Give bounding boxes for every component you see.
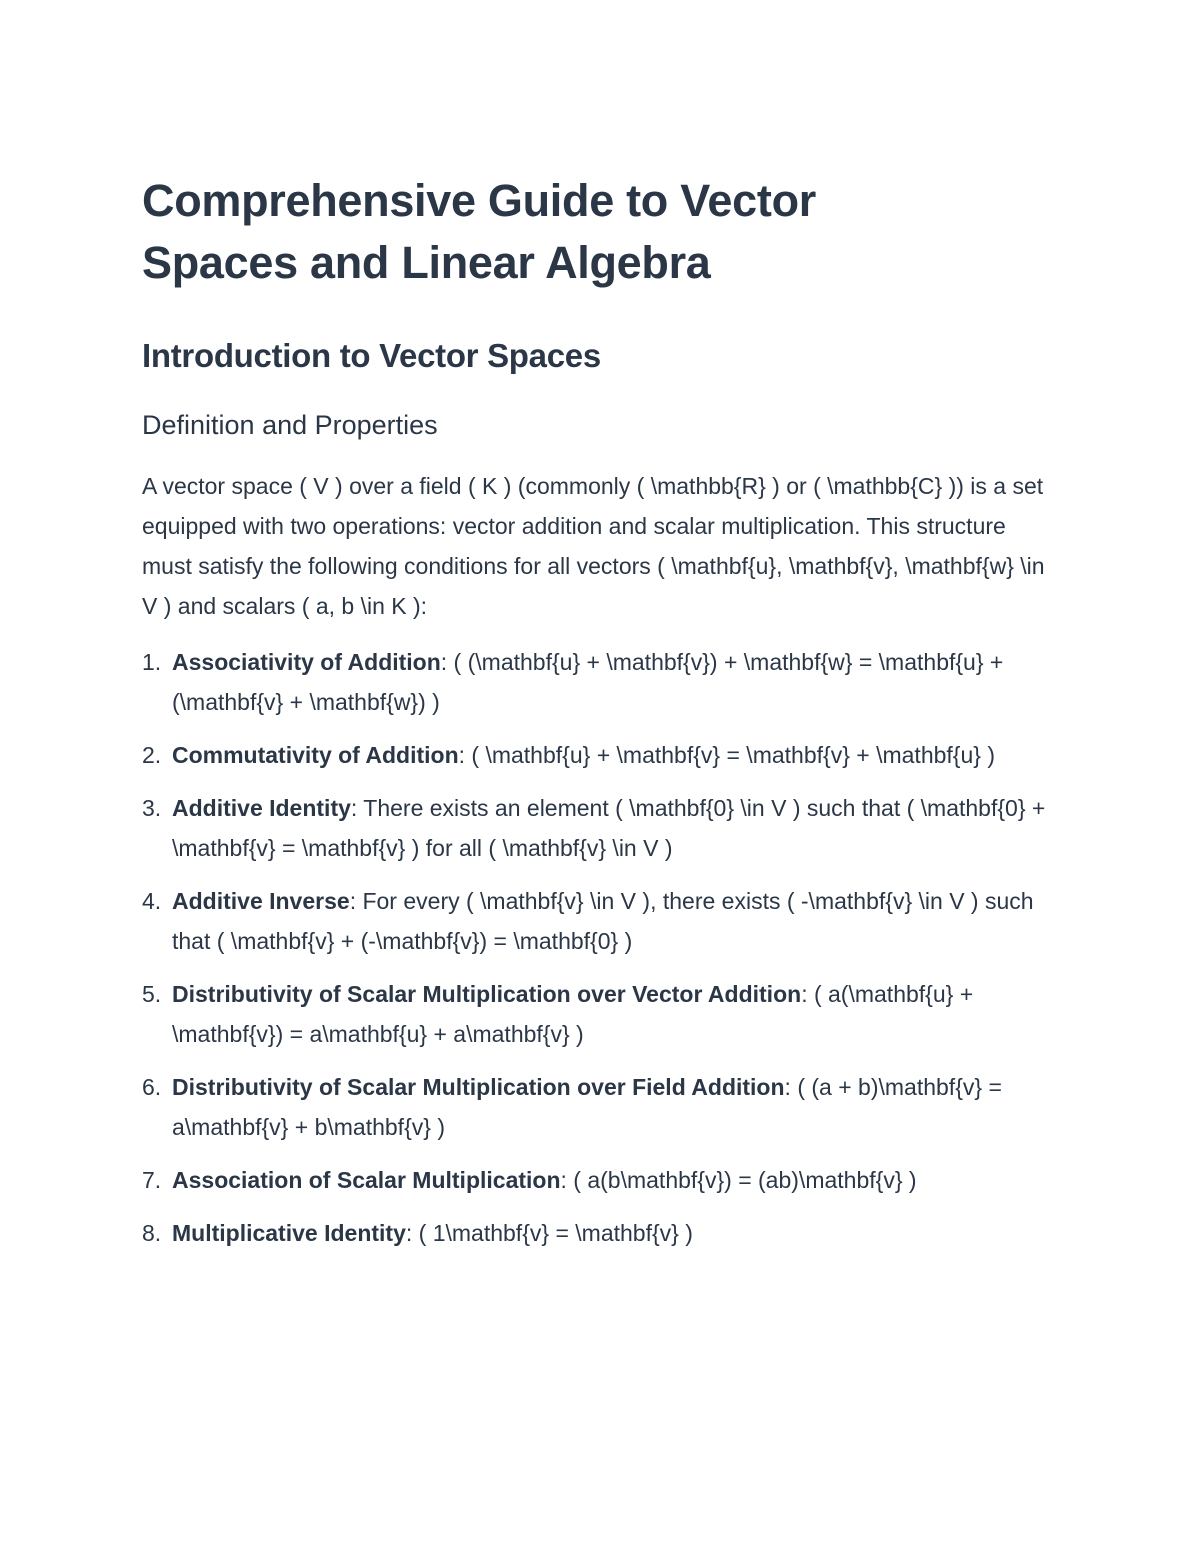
axiom-text: : ( (\mathbf{u} + \mathbf{v}) + \mathbf{w} = \mathbf{u} + (\mathbf{v} + \mathbf{w}) ) bbox=[172, 649, 1004, 715]
list-item bbox=[142, 642, 1062, 722]
intro-paragraph: A vector space ( V ) over a field ( K ) (commonly ( \mathbb{R} ) or ( \mathbb{C} )) is a set equipped with two operations: vector addition and scalar multiplication. This structure must satisfy the following conditions for all vectors ( \mathbf{u}, \mathbf{v}, \mathbf{w} \in V ) and scalars ( a, b \in K ): bbox=[142, 473, 1045, 619]
list-number: 7. bbox=[142, 1167, 162, 1193]
document-title: Comprehensive Guide to Vector Spaces and Linear Algebra bbox=[142, 175, 816, 288]
list-item bbox=[142, 1160, 1062, 1200]
list-number: 3. bbox=[142, 795, 162, 821]
axiom-text: : ( \mathbf{u} + \mathbf{v} = \mathbf{v} + \mathbf{u} ) bbox=[458, 742, 995, 768]
list-item bbox=[142, 974, 1062, 1054]
axiom-term: Commutativity of Addition bbox=[172, 742, 459, 768]
axiom-term: Additive Identity bbox=[172, 795, 351, 821]
axiom-term: Multiplicative Identity bbox=[172, 1220, 406, 1246]
axiom-term: Associativity of Addition bbox=[172, 649, 441, 675]
list-item bbox=[142, 1067, 1062, 1147]
list-item bbox=[142, 881, 1062, 961]
document-page bbox=[142, 170, 1062, 1266]
list-number: 5. bbox=[142, 981, 162, 1007]
list-item bbox=[142, 788, 1062, 868]
axiom-term: Distributivity of Scalar Multiplication over Vector Addition bbox=[172, 981, 802, 1007]
axiom-text: : ( a(\mathbf{u} + \mathbf{v}) = a\mathbf{u} + a\mathbf{v} ) bbox=[172, 981, 974, 1047]
axiom-list bbox=[142, 642, 1062, 1253]
list-number: 4. bbox=[142, 888, 162, 914]
section-heading: Introduction to Vector Spaces bbox=[142, 337, 601, 374]
axiom-term: Association of Scalar Multiplication bbox=[172, 1167, 561, 1193]
axiom-term: Additive Inverse bbox=[172, 888, 350, 914]
list-number: 8. bbox=[142, 1220, 162, 1246]
list-number: 6. bbox=[142, 1074, 162, 1100]
list-number: 2. bbox=[142, 742, 162, 768]
list-item bbox=[142, 735, 1062, 775]
axiom-text: : There exists an element ( \mathbf{0} \in V ) such that ( \mathbf{0} + \mathbf{v} = \mathbf{v} ) for all ( \mathbf{v} \in V ) bbox=[172, 795, 1046, 861]
subsection-heading: Definition and Properties bbox=[142, 410, 438, 440]
list-number: 1. bbox=[142, 649, 162, 675]
axiom-term: Distributivity of Scalar Multiplication over Field Addition bbox=[172, 1074, 785, 1100]
axiom-text: : For every ( \mathbf{v} \in V ), there exists ( -\mathbf{v} \in V ) such that ( \mathbf{v} + (-\mathbf{v}) = \mathbf{0} ) bbox=[172, 888, 1034, 954]
list-item bbox=[142, 1213, 1062, 1253]
axiom-text: : ( 1\mathbf{v} = \mathbf{v} ) bbox=[405, 1220, 693, 1246]
axiom-text: : ( (a + b)\mathbf{v} = a\mathbf{v} + b\mathbf{v} ) bbox=[172, 1074, 1002, 1140]
axiom-text: : ( a(b\mathbf{v}) = (ab)\mathbf{v} ) bbox=[560, 1167, 917, 1193]
